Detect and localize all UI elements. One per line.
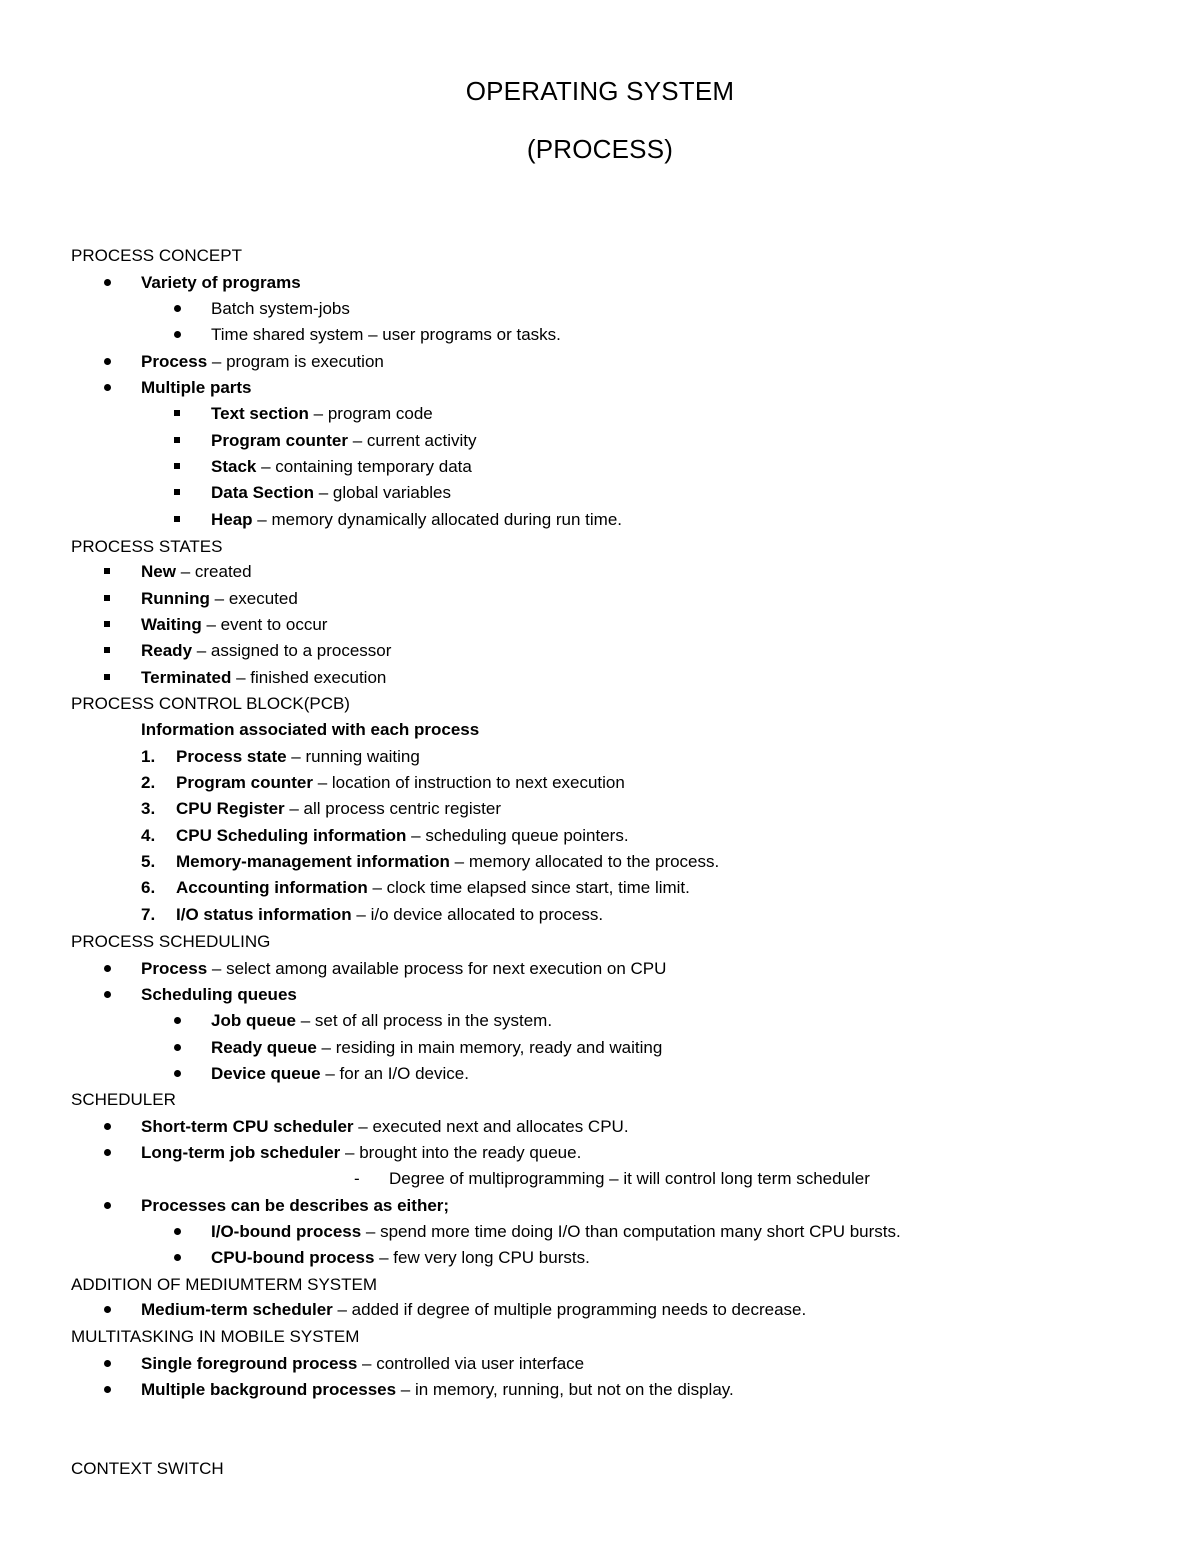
list-item bbox=[0, 612, 1200, 638]
list-item bbox=[0, 586, 1200, 612]
list-number: 1. bbox=[141, 747, 156, 766]
list-item bbox=[0, 322, 1200, 348]
list-item bbox=[0, 1193, 1200, 1219]
list-item bbox=[0, 270, 1200, 296]
item-term: Heap bbox=[211, 510, 253, 529]
list-item bbox=[0, 1008, 1200, 1034]
list-item bbox=[0, 1377, 1200, 1403]
list-item bbox=[0, 1219, 1200, 1245]
item-term: Program counter bbox=[176, 773, 313, 792]
item-term: Scheduling queues bbox=[141, 985, 297, 1004]
list-item bbox=[0, 902, 1200, 928]
list-item bbox=[0, 1297, 1200, 1323]
item-desc: – memory allocated to the process. bbox=[449, 852, 720, 871]
section-heading-scheduler: SCHEDULER bbox=[71, 1090, 176, 1109]
list-item bbox=[0, 1351, 1200, 1377]
list-item bbox=[0, 507, 1200, 533]
item-desc: – controlled via user interface bbox=[357, 1354, 585, 1373]
item-term: Process bbox=[141, 959, 208, 978]
list-item bbox=[0, 401, 1200, 427]
item-desc: Batch system-jobs bbox=[211, 299, 350, 318]
bullet-icon bbox=[174, 296, 196, 322]
bullet-icon bbox=[104, 270, 126, 296]
list-item bbox=[0, 1140, 1200, 1166]
item-desc: Time shared system – user programs or tasks. bbox=[211, 325, 561, 344]
square-bullet-icon bbox=[104, 559, 126, 585]
item-desc: – all process centric register bbox=[284, 799, 502, 818]
item-term: Ready bbox=[141, 641, 193, 660]
item-term: I/O status information bbox=[176, 905, 352, 924]
item-term: Variety of programs bbox=[141, 273, 301, 292]
list-item bbox=[0, 480, 1200, 506]
list-item bbox=[0, 349, 1200, 375]
bullet-icon bbox=[104, 1377, 126, 1403]
item-desc: – global variables bbox=[313, 483, 452, 502]
list-number: 6. bbox=[141, 878, 156, 897]
section-heading-process-states: PROCESS STATES bbox=[71, 537, 223, 556]
bullet-icon bbox=[104, 349, 126, 375]
list-number: 7. bbox=[141, 905, 156, 924]
bullet-icon bbox=[174, 1219, 196, 1245]
bullet-icon bbox=[104, 1351, 126, 1377]
square-bullet-icon bbox=[104, 665, 126, 691]
square-bullet-icon bbox=[174, 454, 196, 480]
bullet-icon bbox=[104, 956, 126, 982]
square-bullet-icon bbox=[104, 638, 126, 664]
bullet-icon bbox=[104, 982, 126, 1008]
item-desc: Degree of multiprogramming – it will control long term scheduler bbox=[389, 1169, 870, 1188]
list-item bbox=[0, 770, 1200, 796]
section-heading-process-concept: PROCESS CONCEPT bbox=[71, 246, 242, 265]
document-subtitle: (PROCESS) bbox=[526, 134, 674, 164]
item-term: Accounting information bbox=[176, 878, 368, 897]
square-bullet-icon bbox=[104, 612, 126, 638]
list-number: 4. bbox=[141, 826, 156, 845]
item-desc: – i/o device allocated to process. bbox=[351, 905, 604, 924]
square-bullet-icon bbox=[174, 428, 196, 454]
item-desc: – current activity bbox=[347, 431, 477, 450]
list-item bbox=[0, 1245, 1200, 1271]
item-term: Stack bbox=[211, 457, 257, 476]
item-desc: – program code bbox=[308, 404, 433, 423]
bullet-icon bbox=[174, 322, 196, 348]
item-desc: – brought into the ready queue. bbox=[340, 1143, 582, 1162]
item-term: Terminated bbox=[141, 668, 232, 687]
list-item bbox=[0, 982, 1200, 1008]
item-desc: – few very long CPU bursts. bbox=[374, 1248, 590, 1267]
item-desc: – memory dynamically allocated during run time. bbox=[252, 510, 623, 529]
item-term: Multiple parts bbox=[141, 378, 252, 397]
bullet-icon bbox=[174, 1035, 196, 1061]
list-number: 2. bbox=[141, 773, 156, 792]
item-term: Single foreground process bbox=[141, 1354, 358, 1373]
item-term: Data Section bbox=[211, 483, 314, 502]
bullet-icon bbox=[104, 1140, 126, 1166]
list-item bbox=[0, 875, 1200, 901]
document-title: OPERATING SYSTEM bbox=[465, 76, 735, 106]
section-heading-process-scheduling: PROCESS SCHEDULING bbox=[71, 932, 271, 951]
item-term: Running bbox=[141, 589, 210, 608]
item-desc: – executed bbox=[209, 589, 298, 608]
item-term: Medium-term scheduler bbox=[141, 1300, 333, 1319]
item-term: Short-term CPU scheduler bbox=[141, 1117, 354, 1136]
list-item bbox=[0, 1166, 1200, 1192]
square-bullet-icon bbox=[174, 401, 196, 427]
item-desc: – containing temporary data bbox=[256, 457, 472, 476]
list-item bbox=[0, 1061, 1200, 1087]
list-item bbox=[0, 296, 1200, 322]
bullet-icon bbox=[104, 375, 126, 401]
section-heading-mobile-multitasking: MULTITASKING IN MOBILE SYSTEM bbox=[71, 1327, 360, 1346]
list-number: 5. bbox=[141, 852, 156, 871]
item-term: CPU Scheduling information bbox=[176, 826, 407, 845]
item-desc: – set of all process in the system. bbox=[296, 1011, 553, 1030]
pcb-intro: Information associated with each process bbox=[141, 720, 480, 739]
item-term: Device queue bbox=[211, 1064, 321, 1083]
item-term: Program counter bbox=[211, 431, 348, 450]
section-heading-pcb: PROCESS CONTROL BLOCK(PCB) bbox=[71, 694, 350, 713]
item-desc: – select among available process for next execution on CPU bbox=[207, 959, 667, 978]
bullet-icon bbox=[104, 1297, 126, 1323]
item-desc: – scheduling queue pointers. bbox=[406, 826, 629, 845]
item-term: Job queue bbox=[211, 1011, 297, 1030]
item-term: Long-term job scheduler bbox=[141, 1143, 341, 1162]
item-desc: – finished execution bbox=[231, 668, 387, 687]
list-item bbox=[0, 638, 1200, 664]
item-term: Waiting bbox=[141, 615, 202, 634]
list-item bbox=[0, 559, 1200, 585]
item-term: CPU Register bbox=[176, 799, 285, 818]
list-number: 3. bbox=[141, 799, 156, 818]
bullet-icon bbox=[174, 1008, 196, 1034]
list-item bbox=[0, 823, 1200, 849]
item-desc: – clock time elapsed since start, time limit. bbox=[367, 878, 690, 897]
list-item bbox=[0, 849, 1200, 875]
list-item bbox=[0, 1035, 1200, 1061]
item-desc: – executed next and allocates CPU. bbox=[353, 1117, 629, 1136]
square-bullet-icon bbox=[104, 586, 126, 612]
item-term: CPU-bound process bbox=[211, 1248, 375, 1267]
item-term: I/O-bound process bbox=[211, 1222, 362, 1241]
item-term: Text section bbox=[211, 404, 309, 423]
section-heading-context-switch: CONTEXT SWITCH bbox=[71, 1459, 224, 1478]
square-bullet-icon bbox=[174, 480, 196, 506]
list-item bbox=[0, 744, 1200, 770]
list-item bbox=[0, 454, 1200, 480]
item-desc: – event to occur bbox=[201, 615, 328, 634]
list-item bbox=[0, 665, 1200, 691]
item-desc: – in memory, running, but not on the display. bbox=[396, 1380, 734, 1399]
bullet-icon bbox=[104, 1114, 126, 1140]
item-term: Multiple background processes bbox=[141, 1380, 397, 1399]
bullet-icon bbox=[174, 1061, 196, 1087]
item-desc: – program is execution bbox=[207, 352, 384, 371]
dash-marker: - bbox=[354, 1169, 360, 1188]
item-desc: – assigned to a processor bbox=[192, 641, 392, 660]
item-desc: – location of instruction to next execution bbox=[312, 773, 625, 792]
section-heading-medium-term: ADDITION OF MEDIUMTERM SYSTEM bbox=[71, 1275, 377, 1294]
item-term: New bbox=[141, 562, 176, 581]
item-desc: – added if degree of multiple programming needs to decrease. bbox=[332, 1300, 807, 1319]
list-item bbox=[0, 956, 1200, 982]
list-item bbox=[0, 1114, 1200, 1140]
item-term: Process bbox=[141, 352, 208, 371]
item-desc: – created bbox=[175, 562, 252, 581]
item-term: Process state bbox=[176, 747, 287, 766]
bullet-icon bbox=[174, 1245, 196, 1271]
bullet-icon bbox=[104, 1193, 126, 1219]
item-term: Ready queue bbox=[211, 1038, 317, 1057]
item-term: Processes can be describes as either; bbox=[141, 1196, 450, 1215]
item-desc: – for an I/O device. bbox=[320, 1064, 469, 1083]
list-item bbox=[0, 375, 1200, 401]
item-desc: – spend more time doing I/O than computation many short CPU bursts. bbox=[361, 1222, 901, 1241]
item-desc: – residing in main memory, ready and waiting bbox=[316, 1038, 663, 1057]
square-bullet-icon bbox=[174, 507, 196, 533]
list-item bbox=[0, 796, 1200, 822]
list-item bbox=[0, 428, 1200, 454]
item-desc: – running waiting bbox=[286, 747, 420, 766]
item-term: Memory-management information bbox=[176, 852, 450, 871]
